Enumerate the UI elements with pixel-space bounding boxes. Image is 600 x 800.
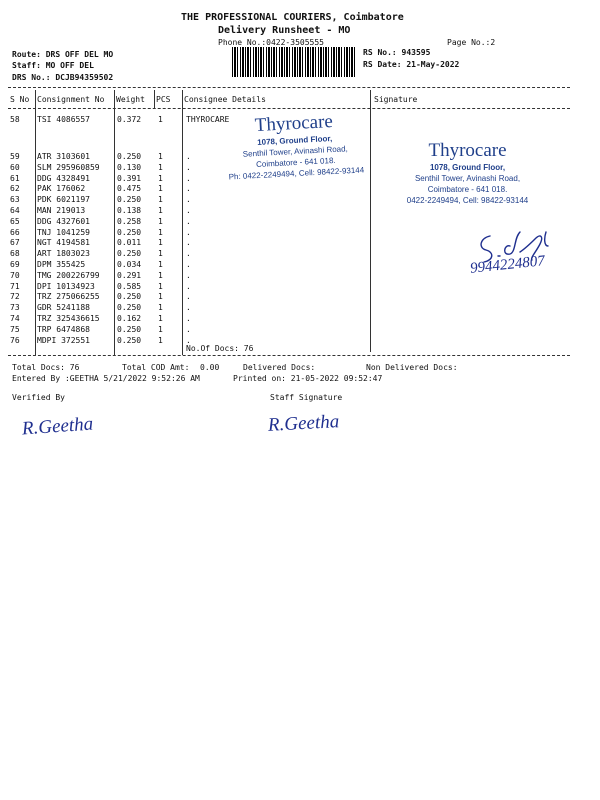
row-weight: 0.391	[117, 173, 142, 183]
row-dot: .	[186, 184, 191, 194]
runsheet-title: Delivery Runsheet - MO	[218, 25, 351, 36]
row-dot: .	[186, 292, 191, 302]
row-consignment: TSI 4086557	[37, 115, 90, 124]
row-cons: DPI 10134923	[37, 281, 95, 291]
row-cons: TRZ 325436615	[37, 314, 100, 323]
row-weight: 0.130	[117, 162, 142, 172]
row-sno: 72	[10, 292, 20, 302]
row-pcs: 1	[158, 260, 163, 269]
delivered-docs: Delivered Docs:	[243, 363, 316, 372]
row-dot: .	[186, 206, 191, 215]
rs-date: RS Date: 21-May-2022	[363, 60, 460, 69]
row-weight: 0.291	[117, 270, 142, 280]
doc-count: No.Of Docs: 76	[186, 344, 254, 353]
row-sno: 63	[10, 195, 20, 205]
row-sno: 65	[10, 216, 20, 226]
verified-by-label: Verified By	[12, 393, 65, 402]
row-weight: 0.250	[117, 292, 142, 302]
table-row	[8, 206, 368, 217]
col-sno: S No	[10, 95, 30, 104]
row-cons: TMG 200226799	[37, 270, 100, 280]
row-pcs: 1	[158, 335, 163, 345]
row-weight: 0.585	[117, 281, 142, 291]
row-cons: DDG 4327601	[37, 216, 90, 226]
row-pcs: 1	[158, 152, 163, 161]
company-name: THE PROFESSIONAL COURIERS, Coimbatore	[181, 12, 404, 23]
row-weight: 0.250	[117, 335, 142, 345]
route: Route: DRS OFF DEL MO	[12, 50, 114, 59]
col-weight: Weight	[116, 95, 145, 104]
row-dot: .	[186, 152, 191, 161]
col-pcs: PCS	[156, 95, 171, 104]
drs-number: DRS No.: DCJB94359502	[12, 73, 114, 82]
row-cons: DDG 4328491	[37, 173, 90, 183]
row-cons: PDK 6021197	[37, 195, 90, 205]
row-weight: 0.138	[117, 206, 142, 215]
staff-signature: R.Geetha	[267, 411, 340, 436]
row-sno: 70	[10, 270, 20, 280]
divider	[8, 108, 570, 109]
row-dot: .	[186, 314, 191, 323]
row-cons: SLM 295960859	[37, 162, 100, 172]
row-weight: 0.250	[117, 303, 142, 313]
thyrocare-stamp	[385, 140, 550, 206]
stamp-address-line: Coimbatore - 641 018.	[427, 185, 508, 194]
barcode	[232, 47, 356, 77]
stamp-address-line: Senthil Tower, Avinashi Road,	[414, 174, 521, 183]
row-sno: 59	[10, 152, 20, 161]
table-row	[8, 271, 368, 282]
stamp-phone: Ph: 0422-2249494, Cell: 98422-93144	[228, 165, 365, 182]
row-sno: 69	[10, 260, 20, 269]
row-sno: 67	[10, 238, 20, 248]
table-row	[8, 217, 368, 228]
stamp-address-line: 1078, Ground Floor,	[429, 163, 506, 172]
row-weight: 0.372	[117, 115, 142, 124]
col-consignment: Consignment No	[37, 95, 105, 104]
row-pcs: 1	[158, 216, 163, 226]
stamp-address-line: Coimbatore - 641 018.	[255, 155, 336, 170]
staff: Staff: MO OFF DEL	[12, 61, 94, 70]
total-cod-amount: 0.00	[200, 363, 220, 372]
table-row	[8, 228, 368, 239]
column-rule	[154, 90, 155, 108]
row-cons: PAK 176062	[37, 184, 86, 194]
row-cons: DPM 355425	[37, 260, 86, 269]
row-sno: 76	[10, 335, 20, 345]
phone-number: Phone No.:0422-3505555	[218, 38, 324, 47]
printed-on: Printed on: 21-05-2022 09:52:47	[233, 374, 383, 383]
row-dot: .	[186, 216, 191, 226]
table-row	[8, 325, 368, 336]
non-delivered-docs: Non Delivered Docs:	[366, 363, 458, 372]
row-sno: 58	[10, 115, 20, 124]
table-row	[8, 184, 368, 195]
divider	[8, 87, 570, 88]
stamp-logo: Thyrocare	[254, 111, 334, 137]
handwritten-phone: 9944224807	[469, 253, 546, 277]
row-weight: 0.250	[117, 152, 142, 161]
row-cons: TRP 6474868	[37, 324, 90, 334]
row-pcs: 1	[158, 292, 163, 302]
row-sno: 73	[10, 303, 20, 313]
row-dot: .	[186, 303, 191, 313]
row-pcs: 1	[158, 195, 163, 205]
stamp-phone: 0422-2249494, Cell: 98422-93144	[406, 196, 529, 205]
row-weight: 0.011	[117, 238, 142, 248]
row-dot: .	[186, 238, 191, 248]
page-number: Page No.:2	[447, 38, 496, 47]
staff-signature-label: Staff Signature	[270, 393, 343, 402]
row-cons: NGT 4194581	[37, 238, 90, 248]
row-cons: GDR 5241188	[37, 303, 90, 313]
row-cons: MAN 219013	[37, 206, 86, 215]
table-row	[8, 292, 368, 303]
stamp-logo: Thyrocare	[428, 140, 507, 161]
row-sno: 64	[10, 206, 20, 215]
total-docs: Total Docs: 76	[12, 363, 80, 372]
table-row	[8, 282, 368, 293]
row-cons: ATR 3103601	[37, 152, 90, 161]
row-sno: 71	[10, 281, 20, 291]
row-cons: TRZ 275066255	[37, 292, 100, 302]
divider	[8, 355, 570, 356]
row-pcs: 1	[158, 162, 163, 172]
table-row	[8, 195, 368, 206]
row-cons: ART 1803023	[37, 249, 90, 259]
row-pcs: 1	[158, 184, 163, 194]
stamp-address-line: Senthil Tower, Avinashi Road,	[242, 144, 348, 159]
row-weight: 0.250	[117, 195, 142, 205]
row-cons: TNJ 1041259	[37, 227, 90, 237]
row-pcs: 1	[158, 249, 163, 259]
total-cod-label: Total COD Amt:	[122, 363, 190, 372]
row-sno: 62	[10, 184, 20, 194]
row-pcs: 1	[158, 115, 163, 124]
row-dot: .	[186, 270, 191, 280]
row-sno: 61	[10, 173, 20, 183]
row-dot: .	[186, 162, 191, 172]
row-sno: 66	[10, 227, 20, 237]
row-dot: .	[186, 260, 191, 269]
table-row	[8, 303, 368, 314]
row-dot: .	[186, 173, 191, 183]
row-pcs: 1	[158, 314, 163, 323]
row-dot: .	[186, 335, 191, 345]
row-pcs: 1	[158, 270, 163, 280]
rs-number: RS No.: 943595	[363, 48, 431, 57]
col-consignee: Consignee Details	[184, 95, 266, 104]
col-signature: Signature	[374, 95, 418, 104]
table-row	[8, 314, 368, 325]
row-dot: .	[186, 249, 191, 259]
row-pcs: 1	[158, 303, 163, 313]
row-weight: 0.250	[117, 249, 142, 259]
row-pcs: 1	[158, 173, 163, 183]
row-dot: .	[186, 195, 191, 205]
table-row	[8, 260, 368, 271]
thyrocare-stamp	[213, 109, 376, 183]
row-pcs: 1	[158, 206, 163, 215]
row-consignee: THYROCARE	[186, 115, 230, 124]
table-row	[8, 249, 368, 260]
row-sno: 60	[10, 162, 20, 172]
row-cons: MDPI 372551	[37, 335, 90, 345]
row-dot: .	[186, 324, 191, 334]
row-sno: 75	[10, 324, 20, 334]
row-weight: 0.475	[117, 184, 142, 194]
row-dot: .	[186, 281, 191, 291]
verified-signature: R.Geetha	[21, 413, 94, 440]
row-weight: 0.034	[117, 260, 142, 269]
row-weight: 0.250	[117, 227, 142, 237]
row-weight: 0.258	[117, 216, 142, 226]
row-sno: 68	[10, 249, 20, 259]
row-weight: 0.250	[117, 324, 142, 334]
row-pcs: 1	[158, 281, 163, 291]
row-pcs: 1	[158, 324, 163, 334]
row-pcs: 1	[158, 227, 163, 237]
stamp-address-line: 1078, Ground Floor,	[256, 134, 333, 147]
table-row	[8, 238, 368, 249]
entered-by: Entered By :GEETHA 5/21/2022 9:52:26 AM	[12, 374, 200, 383]
row-sno: 74	[10, 314, 20, 323]
row-pcs: 1	[158, 238, 163, 248]
row-weight: 0.162	[117, 314, 142, 323]
row-dot: .	[186, 227, 191, 237]
